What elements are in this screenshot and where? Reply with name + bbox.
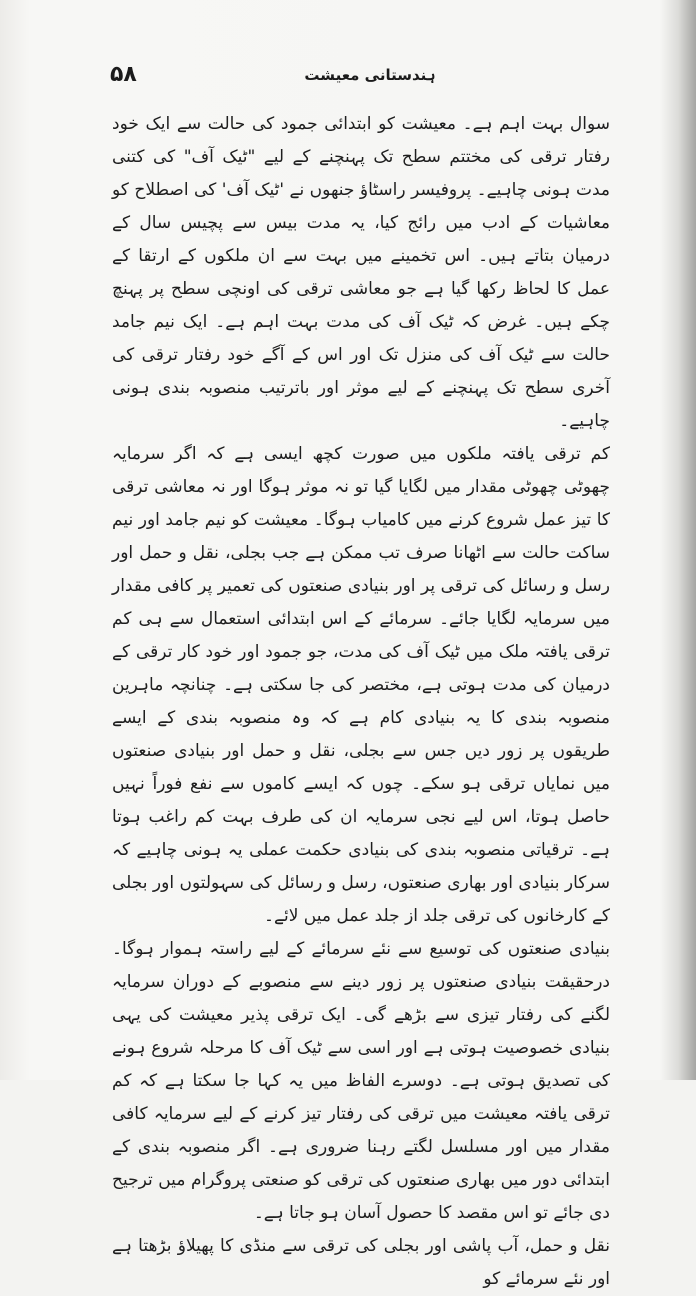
paragraph: کم ترقی یافتہ ملکوں میں صورت کچھ ایسی ہے کہ اگر سرمایہ چھوٹی چھوٹی مقدار میں لگایا گیا تو نہ موثر ہوگا اور نہ معاشی ترقی کا تیز عمل شروع کرنے میں کامیاب ہوگا۔ معیشت کو نیم جامد اور نیم ساکت حالت سے اٹھانا صرف تب ممکن ہے جب بجلی، نقل و حمل اور رسل و رسائل کی ترقی پر اور بنیادی صنعتوں کی تعمیر پر کافی مقدار میں سرمایہ لگایا جائے۔ سرمائے کے اس ابتدائی استعمال سے ہی کم ترقی یافتہ ملک میں ٹیک آف کی مدت، جو جمود اور خود کار ترقی کے درمیان کی مدت ہوتی ہے، مختصر کی جا سکتی ہے۔ چنانچہ ماہرین منصوبہ بندی کا یہ بنیادی کام ہے کہ وہ منصوبہ بندی کے ایسے طریقوں پر زور دیں جس سے بجلی، نقل و حمل اور بنیادی صنعتوں میں نمایاں ترقی ہو سکے۔ چوں کہ ایسے کاموں سے نفع فوراً نہیں حاصل ہوتا، اس لیے نجی سرمایہ ان کی طرف بہت کم راغب ہوتا ہے۔ ترقیاتی منصوبہ بندی کی بنیادی حکمت عملی یہ ہونی چاہیے کہ سرکار بنیادی اور بھاری صنعتوں، رسل و رسائل کی سہولتوں اور بجلی کے کارخانوں کی ترقی جلد از جلد عمل میں لائے۔ bbox=[112, 444, 610, 926]
paragraph: سوال بہت اہم ہے۔ معیشت کو ابتدائی جمود کی حالت سے ایک خود رفتار ترقی کی مختتم سطح تک پہنچنے کے لیے "ٹیک آف" کی کتنی مدت ہونی چاہیے۔ پروفیسر راسٹاؤ جنھوں نے 'ٹیک آف' کی اصطلاح کو معاشیات کے ادب میں رائج کیا، یہ مدت بیس سے پچیس سال کے درمیان بتاتے ہیں۔ اس تخمینے میں بہت سے ان ملکوں کے ارتقا کے عمل کا لحاظ رکھا گیا ہے جو معاشی ترقی کی اونچی سطح پر پہنچ چکے ہیں۔ غرض کہ ٹیک آف کی مدت بہت اہم ہے۔ ایک نیم جامد حالت سے ٹیک آف کی منزل تک اور اس کے آگے خود رفتار ترقی کی آخری سطح تک پہنچنے کے لیے موثر اور باترتیب منصوبہ بندی ہونی چاہیے۔ bbox=[112, 114, 610, 431]
paragraph: بنیادی صنعتوں کی توسیع سے نئے سرمائے کے لیے راستہ ہموار ہوگا۔ درحقیقت بنیادی صنعتوں پر زور دینے سے منصوبے کے دوران سرمایہ لگنے کی رفتار تیزی سے بڑھے گی۔ ایک ترقی پذیر معیشت کی یہی بنیادی خصوصیت ہوتی ہے اور اسی سے ٹیک آف کا مرحلہ شروع ہونے کی تصدیق ہوتی ہے۔ دوسرے الفاظ میں یہ کہا جا سکتا ہے کہ کم ترقی یافتہ معیشت میں ترقی کی رفتار تیز کرنے کے لیے سرمایہ کافی مقدار میں اور مسلسل لگتے رہنا ضروری ہے۔ اگر منصوبہ بندی کے ابتدائی دور میں بھاری صنعتوں کی ترقی کو صنعتی پروگرام میں ترجیح دی جائے تو اس مقصد کا حصول آسان ہو جاتا ہے۔ bbox=[112, 939, 610, 1223]
running-title: ہندستانی معیشت bbox=[304, 66, 436, 84]
page-number: ۵۸ bbox=[110, 62, 137, 87]
page-header bbox=[110, 62, 605, 92]
body-text bbox=[112, 108, 610, 1289]
paragraph: نقل و حمل، آب پاشی اور بجلی کی ترقی سے منڈی کا پھیلاؤ بڑھتا ہے اور نئے سرمائے کو bbox=[112, 1236, 610, 1289]
page-edge-shadow bbox=[678, 0, 696, 1080]
